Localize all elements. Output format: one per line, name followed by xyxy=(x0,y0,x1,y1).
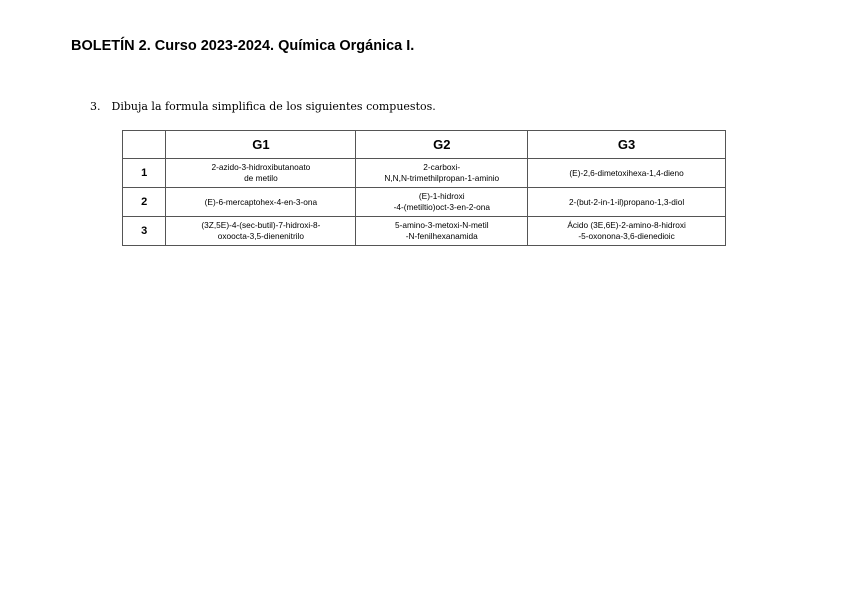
header-g1: G1 xyxy=(166,131,356,159)
cell-text-line: 2-(but-2-in-1-il)propano-1,3-diol xyxy=(568,196,685,207)
table-row xyxy=(123,217,726,246)
table-row xyxy=(123,159,726,188)
row-label: 3 xyxy=(123,217,166,246)
document-title: BOLETÍN 2. Curso 2023-2024. Química Orgánica I. xyxy=(71,38,415,54)
cell-text-line: (3Z,5E)-4-(sec-butil)-7-hidroxi-8- xyxy=(201,220,321,230)
header-g3: G3 xyxy=(528,131,726,159)
cell-g2 xyxy=(356,188,528,217)
cell-text-line: -4-(metiltio)oct-3-en-2-ona xyxy=(393,202,490,212)
cell-text-line: oxoocta-3,5-dienenitrilo xyxy=(217,231,305,241)
cell-g1 xyxy=(166,217,356,246)
cell-text-line: 5-amino-3-metoxi-N-metil xyxy=(394,220,489,230)
cell-text-line: Ácido (3E,6E)-2-amino-8-hidroxi xyxy=(567,220,686,230)
table-row xyxy=(123,188,726,217)
table-header-row xyxy=(123,131,726,159)
header-empty-cell xyxy=(123,131,166,159)
cell-text-line: 2-carboxi- xyxy=(423,162,461,172)
cell-g1 xyxy=(166,159,356,188)
cell-text-line: (E)-6-mercaptohex-4-en-3-ona xyxy=(204,196,318,207)
cell-text-line: de metilo xyxy=(244,173,278,183)
header-g2: G2 xyxy=(356,131,528,159)
cell-text-line: (E)-1-hidroxi xyxy=(418,191,465,201)
cell-g3 xyxy=(528,188,726,217)
question-number: 3. xyxy=(90,100,101,113)
cell-text-line: N,N,N-trimethilpropan-1-aminio xyxy=(384,173,500,183)
cell-text-line: -5-oxonona-3,6-dienedioic xyxy=(578,231,675,241)
cell-g2 xyxy=(356,217,528,246)
compounds-table xyxy=(122,130,726,246)
cell-text-line: (E)-2,6-dimetoxihexa-1,4-dieno xyxy=(569,167,684,178)
cell-text-line: -N-fenilhexanamida xyxy=(405,231,478,241)
cell-g2 xyxy=(356,159,528,188)
cell-g3 xyxy=(528,217,726,246)
cell-g1 xyxy=(166,188,356,217)
row-label: 1 xyxy=(123,159,166,188)
cell-g3 xyxy=(528,159,726,188)
cell-text-line: 2-azido-3-hidroxibutanoato xyxy=(211,162,311,172)
row-label: 2 xyxy=(123,188,166,217)
question-text: Dibuja la formula simplifica de los siguientes compuestos. xyxy=(111,100,436,113)
question-3 xyxy=(90,100,436,113)
